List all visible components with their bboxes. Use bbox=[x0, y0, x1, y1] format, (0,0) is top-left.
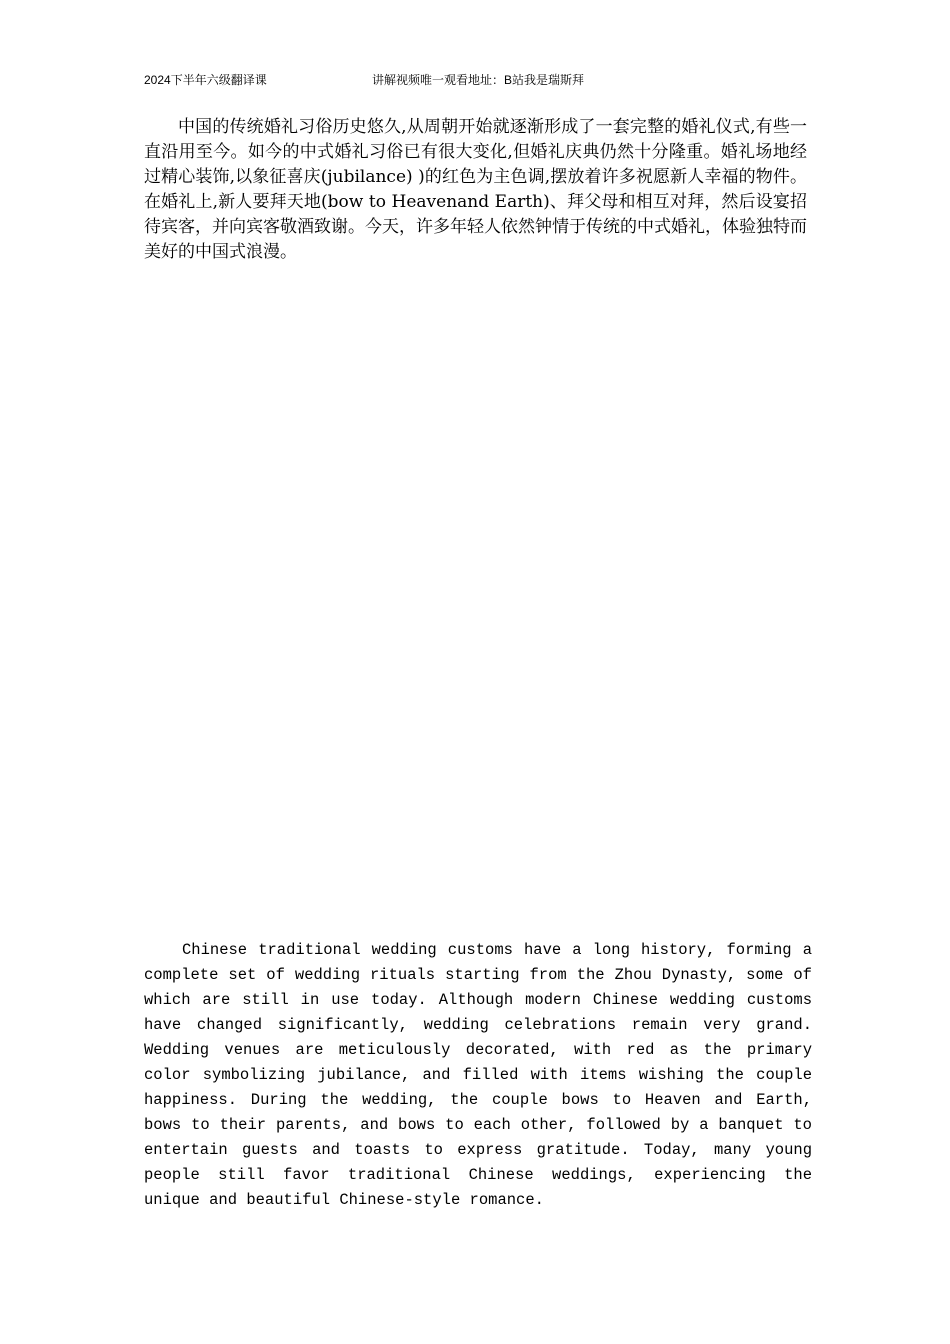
page-header bbox=[144, 70, 824, 90]
video-source-note: 讲解视频唯一观看地址：B站我是瑞斯拜 bbox=[372, 73, 585, 87]
english-translation-paragraph: Chinese traditional wedding customs have a long history, forming a complete set of wedding rituals starting from the Zhou Dynasty, some of which are still in use today. Although modern Chinese wedding customs have changed significantly, wedding celebrations remain very grand. Wedding venues are meticulously decorated, with red as the primary color symbolizing jubilance, and filled with items wishing the couple happiness. During the wedding, the couple bows to Heaven and Earth, bows to their parents, and bows to each other, followed by a banquet to entertain guests and toasts to express gratitude. Today, many young people still favor traditional Chinese weddings, experiencing the unique and beautiful Chinese-style romance. bbox=[144, 941, 812, 1209]
chinese-source-paragraph: 中国的传统婚礼习俗历史悠久,从周朝开始就逐渐形成了一套完整的婚礼仪式,有些一直沿用至今。如今的中式婚礼习俗已有很大变化,但婚礼庆典仍然十分隆重。婚礼场地经过精心装饰,以象征喜庆(jubilance) )的红色为主色调,摆放着许多祝愿新人幸福的物件。在婚礼上,新人要拜天地(bow to Heavenand Earth)、拜父母和相互对拜，然后设宴招待宾客，并向宾客敬酒致谢。今天，许多年轻人依然钟情于传统的中式婚礼，体验独特而美好的中国式浪漫。 bbox=[144, 117, 807, 262]
course-title: 2024下半年六级翻译课 bbox=[144, 73, 267, 87]
